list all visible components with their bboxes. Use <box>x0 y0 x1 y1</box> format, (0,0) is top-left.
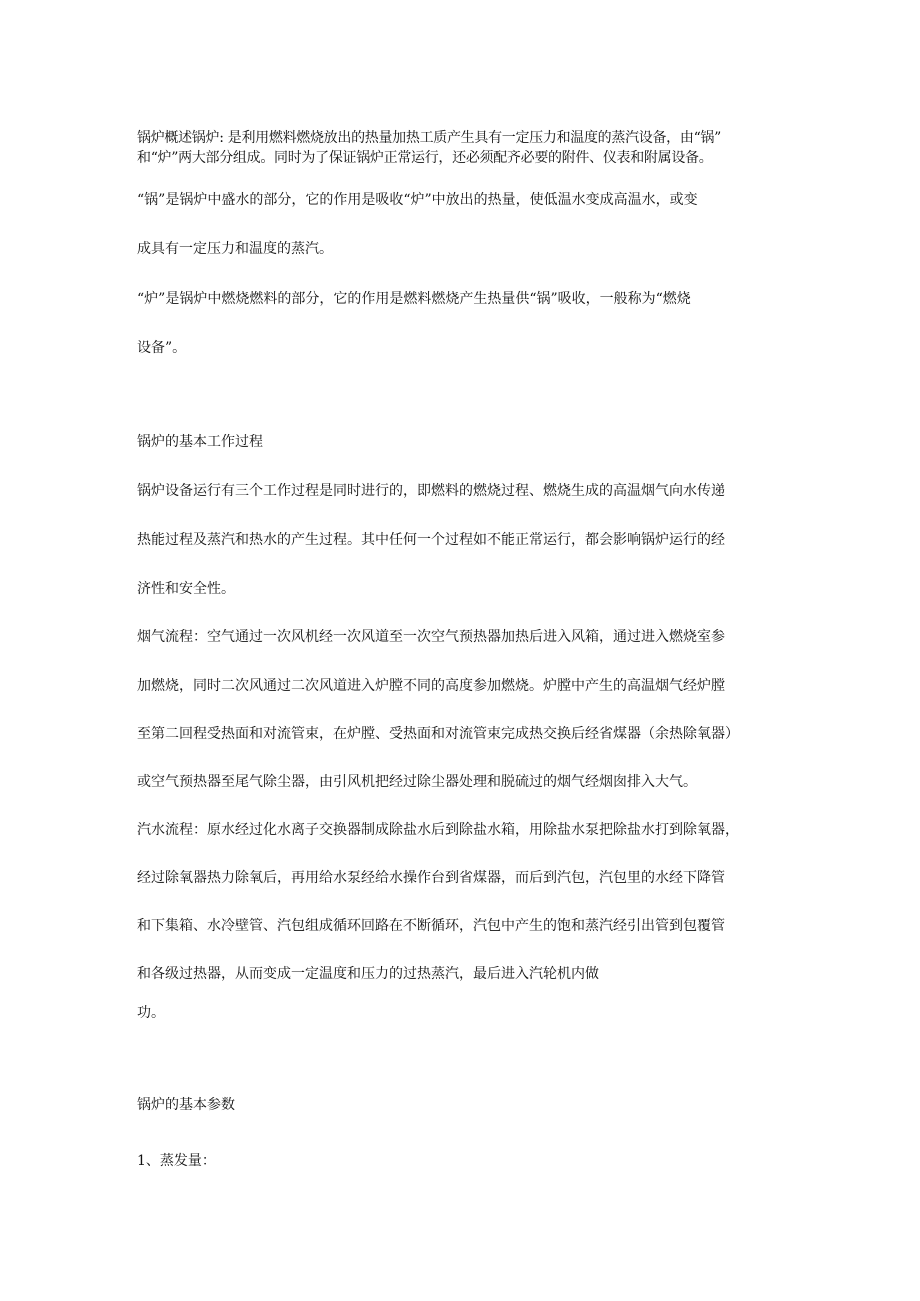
steam-water-line-3: 和下集箱、水冷壁管、汽包组成循环回路在不断循环，汽包中产生的饱和蒸汽经引出管到包覆管 <box>137 918 725 934</box>
lu-paragraph-line-2: 设备”。 <box>137 340 187 356</box>
work-process-line-2: 热能过程及蒸汽和热水的产生过程。其中任何一个过程如不能正常运行，都会影响锅炉运行的经 <box>137 532 725 548</box>
flue-gas-line-2: 加燃烧，同时二次风通过二次风道进入炉膛不同的高度参加燃烧。炉膛中产生的高温烟气经炉膛 <box>137 678 725 694</box>
flue-gas-line-1: 烟气流程：空气通过一次风机经一次风道至一次空气预热器加热后进入风箱，通过进入燃烧室参 <box>137 629 725 645</box>
guo-paragraph-line-2: 成具有一定压力和温度的蒸汽。 <box>137 241 333 257</box>
steam-water-line-1: 汽水流程：原水经过化水离子交换器制成除盐水后到除盐水箱，用除盐水泵把除盐水打到除氧器， <box>137 822 739 838</box>
steam-water-line-5: 功。 <box>137 1005 165 1021</box>
flue-gas-line-3: 至第二回程受热面和对流管束，在炉膛、受热面和对流管束完成热交换后经省煤器（余热除氧器） <box>137 726 739 742</box>
steam-water-line-4: 和各级过热器，从而变成一定温度和压力的过热蒸汽，最后进入汽轮机内做 <box>137 966 599 982</box>
flue-gas-line-4: 或空气预热器至尾气除尘器，由引风机把经过除尘器处理和脱硫过的烟气经烟囱排入大气。 <box>137 774 697 790</box>
guo-paragraph-line-1: “锅”是锅炉中盛水的部分，它的作用是吸收“炉”中放出的热量，使低温水变成高温水，或变 <box>137 192 698 208</box>
steam-water-line-2: 经过除氧器热力除氧后，再用给水泵经给水操作台到省煤器，而后到汽包，汽包里的水经下降管 <box>137 870 725 886</box>
lu-paragraph-line-1: “炉”是锅炉中燃烧燃料的部分，它的作用是燃料燃烧产生热量供“锅”吸收，一般称为“燃烧 <box>137 291 691 307</box>
section-heading-work-process: 锅炉的基本工作过程 <box>137 434 263 450</box>
intro-line-2: 和“炉”两大部分组成。同时为了保证锅炉正常运行，还必须配齐必要的附件、仪表和附属设备。 <box>137 150 713 166</box>
work-process-line-1: 锅炉设备运行有三个工作过程是同时进行的，即燃料的燃烧过程、燃烧生成的高温烟气向水传递 <box>137 483 725 499</box>
work-process-line-3: 济性和安全性。 <box>137 581 235 597</box>
parameter-item-1: 1、蒸发量： <box>137 1153 216 1169</box>
intro-line-1: 锅炉概述锅炉: 是利用燃料燃烧放出的热量加热工质产生具有一定压力和温度的蒸汽设备，由“锅” <box>137 130 721 146</box>
section-heading-parameters: 锅炉的基本参数 <box>137 1097 235 1113</box>
